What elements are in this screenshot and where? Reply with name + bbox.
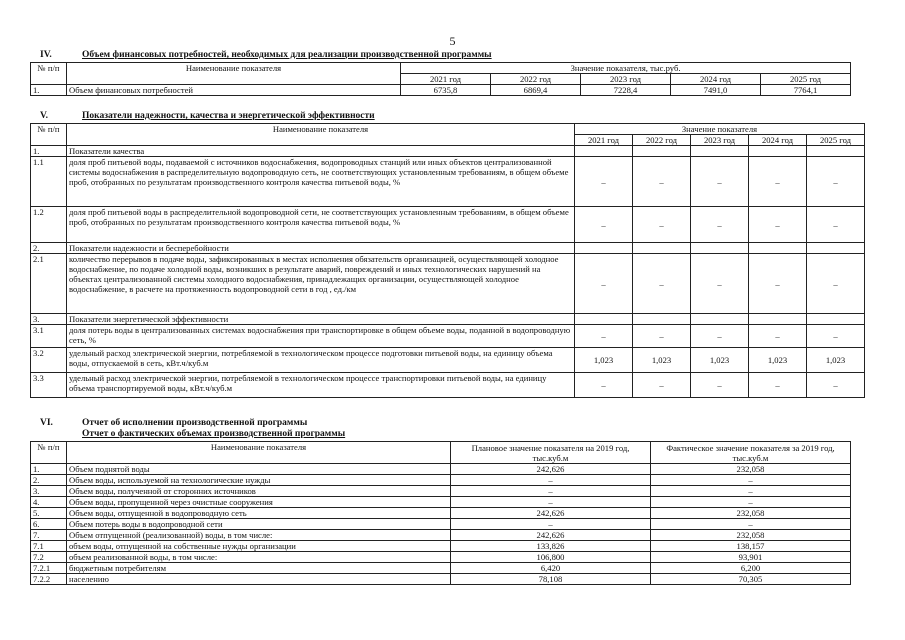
row-value: – <box>633 254 691 314</box>
row-name: Объем воды, полученной от сторонних источников <box>67 486 451 497</box>
row-number: 3.2 <box>31 348 67 373</box>
row-fact: 6,200 <box>651 563 851 574</box>
year-header: 2023 год <box>581 74 671 85</box>
year-header: 2025 год <box>807 135 865 146</box>
row-name: Объем отпущенной (реализованной) воды, в том числе: <box>67 530 451 541</box>
row-name: Объем поднятой воды <box>67 464 451 475</box>
page-number: 5 <box>449 34 456 48</box>
row-name: населению <box>67 574 451 585</box>
col-fact-header: Фактическое значение показателя за 2019 год, тыс.куб.м <box>651 442 851 464</box>
row-number: 3.3 <box>31 373 67 398</box>
section-4-number: IV. <box>40 50 52 60</box>
table-row <box>31 574 851 585</box>
group-row <box>31 146 865 157</box>
year-header: 2022 год <box>491 74 581 85</box>
row-name: удельный расход электрической энергии, потребляемой в технологическом процессе транспортировки питьевой воды, на единицу объема транспортируемой воды, кВт.ч/куб.м <box>67 373 575 398</box>
row-number: 7.1 <box>31 541 67 552</box>
row-value: – <box>691 254 749 314</box>
row-name: Показатели качества <box>67 146 575 157</box>
row-value: – <box>691 207 749 243</box>
row-number: 7.2.1 <box>31 563 67 574</box>
col-num-header: № п/п <box>31 124 67 146</box>
row-number: 2. <box>31 475 67 486</box>
row-plan: 6,420 <box>451 563 651 574</box>
row-value: – <box>749 207 807 243</box>
row-value: – <box>691 325 749 348</box>
row-value: – <box>633 325 691 348</box>
row-number: 1. <box>31 85 67 96</box>
row-number: 1.1 <box>31 157 67 207</box>
row-value: – <box>633 207 691 243</box>
row-value: – <box>575 373 633 398</box>
table-row <box>31 207 865 243</box>
row-value: – <box>691 373 749 398</box>
section-6-title: Отчет об исполнении производственной программы <box>82 418 308 428</box>
row-plan: – <box>451 475 651 486</box>
row-name: бюджетным потребителям <box>67 563 451 574</box>
row-name: количество перерывов в подаче воды, зафиксированных в местах исполнения обязательств организацией, осуществляющей холодное водоснабжение, по подаче холодной воды, возникших в результате аварий, повреждений и иных технологических нарушений на объектах централизованной системы холодного водоснабжения, принадлежащих организации, осуществляющей холодное водоснабжение, в расчете на протяженность водопроводной сети в год , ед./км <box>67 254 575 314</box>
row-value: 7764,1 <box>761 85 851 96</box>
row-plan: 242,626 <box>451 464 651 475</box>
col-value-header: Значение показателя <box>575 124 865 135</box>
section-5-title: Показатели надежности, качества и энергетической эффективности <box>82 111 375 121</box>
row-value: – <box>575 254 633 314</box>
row-number: 7.2 <box>31 552 67 563</box>
row-name: Объем финансовых потребностей <box>67 85 401 96</box>
row-number: 1. <box>31 146 67 157</box>
row-fact: 232,058 <box>651 530 851 541</box>
col-name-header: Наименование показателя <box>67 124 575 146</box>
row-name: Объем воды, отпущенной в водопроводную сеть <box>67 508 451 519</box>
table-row <box>31 157 865 207</box>
row-value: – <box>807 325 865 348</box>
row-name: удельный расход электрической энергии, потребляемой в технологическом процессе подготовки питьевой воды, на единицу объема воды, отпускаемой в сеть, кВт.ч/куб.м <box>67 348 575 373</box>
row-value: – <box>575 325 633 348</box>
row-value: – <box>749 254 807 314</box>
row-fact: – <box>651 475 851 486</box>
col-num-header: № п/п <box>31 63 67 85</box>
row-value: – <box>575 207 633 243</box>
row-name: Показатели надежности и бесперебойности <box>67 243 575 254</box>
year-header: 2024 год <box>749 135 807 146</box>
row-fact: 138,157 <box>651 541 851 552</box>
table-row <box>31 373 865 398</box>
row-fact: – <box>651 486 851 497</box>
row-number: 2.1 <box>31 254 67 314</box>
row-value: – <box>807 157 865 207</box>
production-volumes-table <box>30 441 851 585</box>
row-plan: 78,108 <box>451 574 651 585</box>
table-row <box>31 486 851 497</box>
row-value: 1,023 <box>633 348 691 373</box>
col-value-header: Значение показателя, тыс.руб. <box>401 63 851 74</box>
row-name: Объем воды, используемой на технологические нужды <box>67 475 451 486</box>
row-value: 1,023 <box>807 348 865 373</box>
row-name: Показатели энергетической эффективности <box>67 314 575 325</box>
group-row <box>31 243 865 254</box>
year-header: 2023 год <box>691 135 749 146</box>
col-plan-header: Плановое значение показателя на 2019 год, тыс.куб.м <box>451 442 651 464</box>
row-plan: – <box>451 519 651 530</box>
row-value: – <box>633 157 691 207</box>
row-number: 3.1 <box>31 325 67 348</box>
row-plan: 133,826 <box>451 541 651 552</box>
row-plan: 242,626 <box>451 530 651 541</box>
row-plan: – <box>451 486 651 497</box>
row-fact: – <box>651 519 851 530</box>
row-name: доля потерь воды в централизованных системах водоснабжения при транспортировке в общем объеме воды, поданной в водопроводную сеть, % <box>67 325 575 348</box>
row-name: Объем потерь воды в водопроводной сети <box>67 519 451 530</box>
row-value: – <box>633 373 691 398</box>
row-value: 7228,4 <box>581 85 671 96</box>
year-header: 2021 год <box>401 74 491 85</box>
row-number: 6. <box>31 519 67 530</box>
row-plan: – <box>451 497 651 508</box>
reliability-indicators-table <box>30 123 865 398</box>
row-fact: – <box>651 497 851 508</box>
year-header: 2021 год <box>575 135 633 146</box>
row-value: – <box>691 157 749 207</box>
row-plan: 242,626 <box>451 508 651 519</box>
row-fact: 232,058 <box>651 464 851 475</box>
row-number: 2. <box>31 243 67 254</box>
row-fact: 232,058 <box>651 508 851 519</box>
col-num-header: № п/п <box>31 442 67 464</box>
year-header: 2022 год <box>633 135 691 146</box>
table-row <box>31 563 851 574</box>
row-fact: 93,901 <box>651 552 851 563</box>
table-row <box>31 325 865 348</box>
year-header: 2024 год <box>671 74 761 85</box>
row-value: 1,023 <box>575 348 633 373</box>
table-row <box>31 552 851 563</box>
row-value: – <box>749 373 807 398</box>
section-5-heading <box>40 111 375 121</box>
row-value: 6735,8 <box>401 85 491 96</box>
table-row <box>31 519 851 530</box>
section-4-heading <box>40 50 492 60</box>
table-row <box>31 475 851 486</box>
row-number: 5. <box>31 508 67 519</box>
row-fact: 70,305 <box>651 574 851 585</box>
table-row <box>31 254 865 314</box>
col-name-header: Наименование показателя <box>67 442 451 464</box>
row-name: доля проб питьевой воды, подаваемой с источников водоснабжения, водопроводных станций или иных объектов централизованной системы водоснабжения в распределительную водопроводную сеть, не соответствующих установленным требованиям, в общем объеме проб, отобранных по результатам производственного контроля качества питьевой воды, % <box>67 157 575 207</box>
row-value: – <box>807 254 865 314</box>
row-value: 7491,0 <box>671 85 761 96</box>
table-row <box>31 464 851 475</box>
section-6-number: VI. <box>40 418 53 428</box>
row-value: – <box>749 325 807 348</box>
row-number: 1. <box>31 464 67 475</box>
row-name: объем воды, отпущенной на собственные нужды организации <box>67 541 451 552</box>
row-value: – <box>749 157 807 207</box>
row-number: 3. <box>31 486 67 497</box>
row-value: 1,023 <box>691 348 749 373</box>
table-row <box>31 497 851 508</box>
section-5-number: V. <box>40 111 49 121</box>
table-row <box>31 530 851 541</box>
row-number: 3. <box>31 314 67 325</box>
group-row <box>31 314 865 325</box>
table-row <box>31 85 851 96</box>
row-number: 1.2 <box>31 207 67 243</box>
row-name: объем реализованной воды, в том числе: <box>67 552 451 563</box>
row-value: – <box>807 373 865 398</box>
year-header: 2025 год <box>761 74 851 85</box>
row-number: 7.2.2 <box>31 574 67 585</box>
row-value: 1,023 <box>749 348 807 373</box>
section-6-heading <box>40 418 307 428</box>
row-value: – <box>575 157 633 207</box>
row-name: доля проб питьевой воды в распределительной водопроводной сети, не соответствующих установленным требованиям, в общем объеме проб, отобранных по результатам производственного контроля качества питьевой воды, % <box>67 207 575 243</box>
financial-needs-table <box>30 62 851 96</box>
table-row <box>31 508 851 519</box>
row-plan: 106,800 <box>451 552 651 563</box>
table-row <box>31 541 851 552</box>
col-name-header: Наименование показателя <box>67 63 401 85</box>
row-number: 4. <box>31 497 67 508</box>
row-value: 6869,4 <box>491 85 581 96</box>
section-6-subtitle: Отчет о фактических объемах производственной программы <box>82 429 346 439</box>
row-number: 7. <box>31 530 67 541</box>
table-row <box>31 348 865 373</box>
row-value: – <box>807 207 865 243</box>
row-name: Объем воды, пропущенной через очистные сооружения <box>67 497 451 508</box>
section-4-title: Объем финансовых потребностей, необходимых для реализации производственной программы <box>82 50 492 60</box>
